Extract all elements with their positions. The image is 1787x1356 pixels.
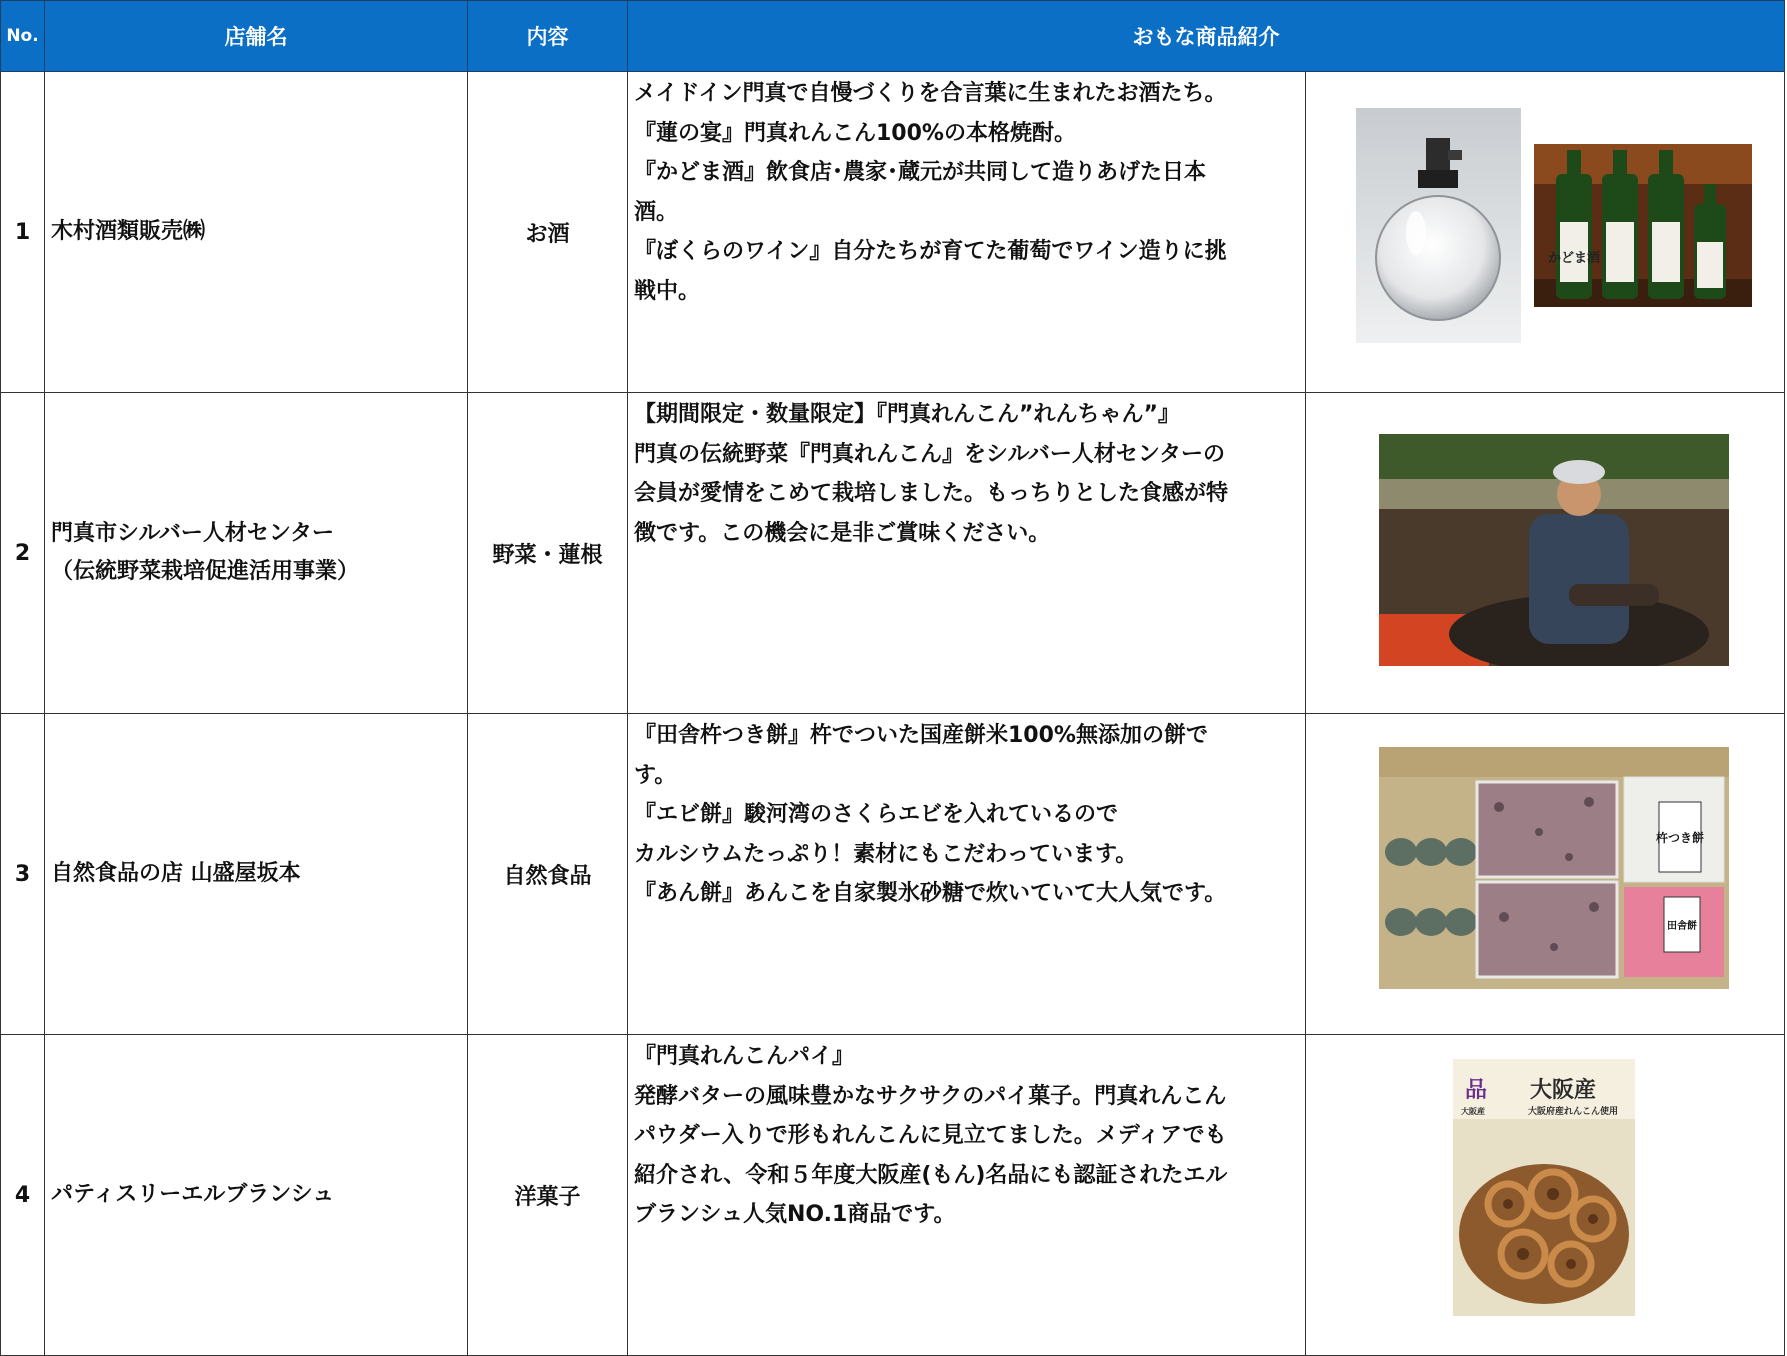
shop-name-line: 自然食品の店 山盛屋坂本: [51, 861, 301, 886]
description-line: 徴です。この機会に是非ご賞味ください。: [634, 520, 1051, 546]
product-image-cell: [1306, 1035, 1785, 1356]
header-shop-name: 店舗名: [45, 1, 468, 72]
lotus-pie-package-photo: [1453, 1059, 1635, 1316]
description-line: 『ぼくらのワイン』自分たちが育てた葡萄でワイン造りに挑: [634, 239, 1227, 264]
header-row: [1, 1, 1785, 72]
category: お酒: [468, 72, 628, 393]
glass-bottle-photo: [1356, 108, 1521, 343]
header-category: 内容: [468, 1, 628, 72]
row-number: 1: [1, 72, 45, 393]
description-line: 『エビ餅』駿河湾のさくらエビを入れているので: [634, 802, 1119, 827]
category: 洋菓子: [468, 1035, 628, 1356]
pie-sub-text: 大阪府産れんこん使用: [1527, 1107, 1619, 1117]
shop-name: [45, 1035, 468, 1356]
description: [628, 72, 1306, 393]
lotus-farmer-photo: [1379, 434, 1729, 666]
shop-name-subline: （伝統野菜栽培促進活用事業）: [51, 559, 360, 584]
shop-name-line: 門真市シルバー人材センター: [51, 521, 335, 546]
mochi-label-text: 杵つき餅: [1655, 831, 1705, 845]
description-line: 『あん餅』あんこを自家製氷砂糖で炊いていて大人気です。: [634, 881, 1227, 906]
description-line: カルシウムたっぷり！素材にもこだわっています。: [634, 841, 1138, 867]
shop-name: [45, 72, 468, 393]
pie-brand-text: 大阪産: [1529, 1078, 1597, 1103]
shop-name: [45, 714, 468, 1035]
category: 野菜・蓮根: [468, 393, 628, 714]
row-number: 3: [1, 714, 45, 1035]
description-line: 門真の伝統野菜『門真れんこん』をシルバー人材センターの: [634, 441, 1226, 467]
description-line: 戦中。: [634, 278, 701, 304]
table-row: [1, 1035, 1785, 1356]
description-line: ブランシュ人気NO.1商品です。: [634, 1202, 956, 1227]
product-image-cell: [1306, 72, 1785, 393]
category: 自然食品: [468, 714, 628, 1035]
shop-name-line: パティスリーエルブランシュ: [51, 1182, 335, 1207]
description: [628, 714, 1306, 1035]
shop-name-line: 木村酒類販売㈱: [51, 219, 206, 244]
description-line: 酒。: [634, 199, 679, 225]
description-line: 『門真れんこんパイ』: [634, 1044, 855, 1069]
description: [628, 1035, 1306, 1356]
table-row: [1, 72, 1785, 393]
mochi-label-text: 田舎餅: [1667, 921, 1697, 932]
svg-text:品: 品: [1465, 1078, 1488, 1103]
header-no: No.: [1, 1, 45, 72]
table-row: [1, 714, 1785, 1035]
sake-bottles-photo: [1534, 144, 1752, 307]
row-number: 4: [1, 1035, 45, 1356]
description-line: メイドイン門真で自慢づくりを合言葉に生まれたお酒たち。: [634, 81, 1227, 106]
product-image-cell: [1306, 393, 1785, 714]
description-line: 『かどま酒』飲食店･農家･蔵元が共同して造りあげた日本: [634, 160, 1207, 185]
mochi-packages-photo: [1379, 747, 1729, 989]
description: [628, 393, 1306, 714]
description-line: す。: [634, 762, 677, 788]
sake-label-text: かどま酒: [1547, 251, 1601, 266]
pie-logo-text: 大阪産: [1461, 1107, 1485, 1116]
row-number: 2: [1, 393, 45, 714]
shop-name: [45, 393, 468, 714]
description-line: 発酵バターの風味豊かなサクサクのパイ菓子。門真れんこん: [634, 1083, 1227, 1109]
product-image-cell: [1306, 714, 1785, 1035]
description-line: 【期間限定・数量限定】『門真れんこん”れんちゃん”』: [634, 402, 1180, 427]
table-row: [1, 393, 1785, 714]
description-line: 紹介され、令和５年度大阪産(もん)名品にも認証されたエル: [634, 1162, 1228, 1188]
header-description: おもな商品紹介: [628, 1, 1785, 72]
description-line: 会員が愛情をこめて栽培しました。もっちりとした食感が特: [634, 481, 1229, 506]
description-line: パウダー入りで形もれんこんに見立てました。メディアでも: [634, 1123, 1227, 1148]
description-line: 『田舎杵つき餅』杵でついた国産餅米100%無添加の餅で: [634, 723, 1208, 748]
description-line: 『蓮の宴』門真れんこん100%の本格焼酎。: [634, 120, 1076, 146]
